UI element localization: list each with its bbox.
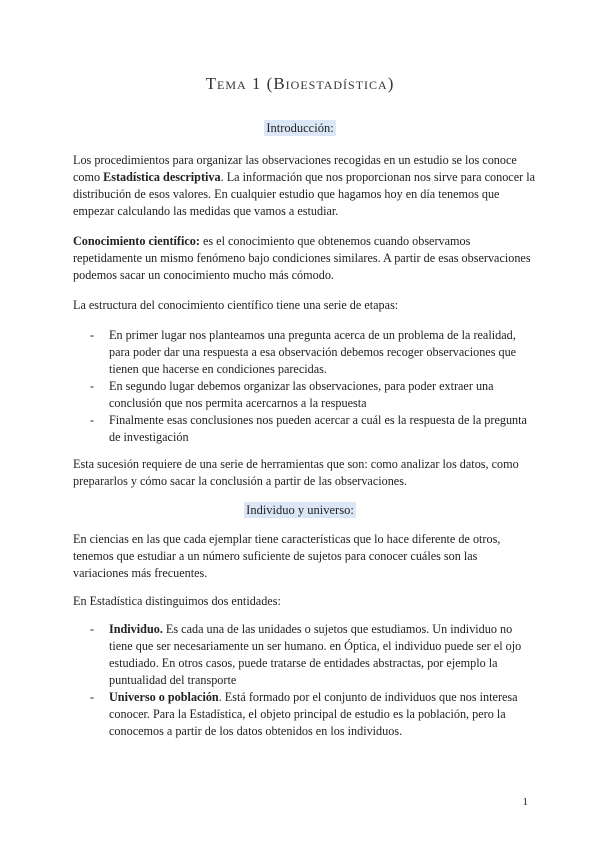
- ciencias-paragraph: En ciencias en las que cada ejemplar tiene características que lo hace diferente de otros, tenemos que estudiar a un número suficiente de sujetos para conocer cuáles son las variaciones más frecuentes.: [73, 532, 501, 580]
- intro-bold-term: Estadística descriptiva: [103, 170, 221, 184]
- conocimiento-text: es el conocimiento que obtenemos cuando observamos repetidamente un mismo fenómeno bajo condiciones similares. A partir de esas observaciones podemos sacar un conocimiento mucho más cómodo.: [73, 234, 531, 282]
- bullet-dash: -: [90, 622, 95, 636]
- bullet-dash: -: [90, 328, 95, 342]
- etapas-intro: La estructura del conocimiento científico tiene una serie de etapas:: [73, 298, 399, 312]
- intro-heading-text: Introducción:: [266, 121, 334, 135]
- bullet-dash: -: [90, 413, 95, 427]
- entity-text: . Está formado por el conjunto de individuos que nos interesa conocer. Para la Estadística, el objeto principal de estudio es la población, pero la conocemos a partir de los datos obtenidos en los individuos.: [109, 690, 518, 738]
- individuo-heading-text: Individuo y universo:: [246, 503, 354, 517]
- list-item: [73, 412, 535, 446]
- bullet-dash: -: [90, 690, 95, 704]
- list-item: [73, 378, 535, 412]
- conocimiento-paragraph: [73, 233, 535, 284]
- intro-text-b: . La información que nos proporcionan nos sirve para conocer la distribución de esos valores. En cualquier estudio que hagamos hoy en día tenemos que empezar calculando las medidas que vamos a estudiar.: [73, 170, 536, 218]
- stage-text: Finalmente esas conclusiones nos pueden acercar a cuál es la respuesta de la pregunta de investigación: [109, 413, 527, 444]
- list-item: [73, 621, 535, 689]
- page-number: 1: [522, 796, 528, 808]
- list-item: [73, 689, 535, 740]
- herramientas-paragraph: Esta sucesión requiere de una serie de herramientas que son: como analizar los datos, como prepararlos y cómo sacar la conclusión a partir de las observaciones.: [73, 457, 519, 488]
- bullet-dash: -: [90, 379, 95, 393]
- stages-list: [73, 327, 535, 446]
- list-item: [73, 327, 535, 378]
- stage-text: En primer lugar nos planteamos una pregunta acerca de un problema de la realidad, para poder dar una respuesta a esa observación debemos recoger observaciones que tienen que hacerse en condiciones parecidas.: [109, 328, 517, 376]
- entity-text: Es cada una de las unidades o sujetos que estudiamos. Un individuo no tiene que ser necesariamente un ser humano. en Óptica, el individuo puede ser el ojo estudiado. En otros casos, puede tratarse de entidades abstractas, por ejemplo la puntualidad del transporte: [109, 622, 522, 687]
- intro-text-a: Los procedimientos para organizar las observaciones recogidas en un estudio se los conoce como: [73, 153, 517, 184]
- entidades-intro: En Estadística distinguimos dos entidades:: [73, 594, 281, 608]
- intro-heading: [0, 121, 600, 136]
- conocimiento-term: Conocimiento científico:: [73, 234, 200, 248]
- stage-text: En segundo lugar debemos organizar las observaciones, para poder extraer una conclusión que nos permita acercarnos a la respuesta: [109, 379, 494, 410]
- individuo-heading: [0, 503, 600, 518]
- page-title: Tema 1 (Bioestadística): [205, 74, 395, 93]
- entity-term: Universo o población: [109, 690, 219, 704]
- entities-list: [73, 621, 535, 740]
- intro-paragraph: [73, 152, 535, 220]
- entity-term: Individuo.: [109, 622, 163, 636]
